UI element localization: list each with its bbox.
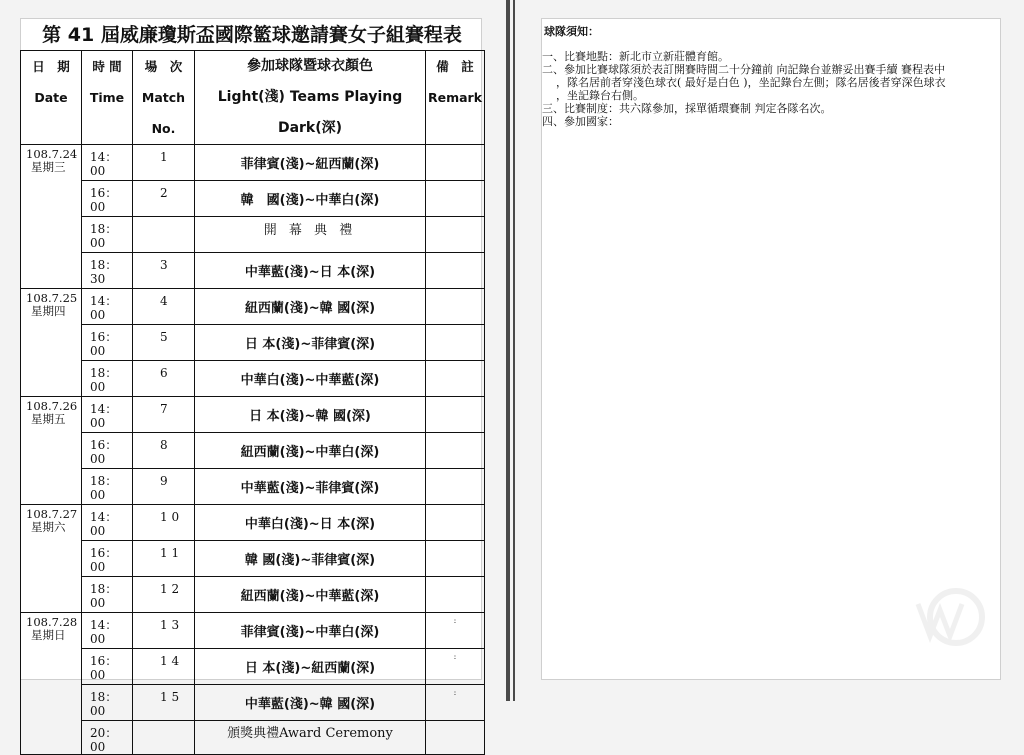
- schedule-title: 第 41 屆威廉瓊斯盃國際籃球邀請賽女子組賽程表: [42, 24, 462, 46]
- match-no-cell: [133, 721, 195, 755]
- table-row: [21, 217, 485, 253]
- date-value: 108.7.24: [26, 147, 78, 161]
- remark-cell: [426, 181, 485, 217]
- date-value: 108.7.27: [26, 507, 78, 521]
- remark-cell: [426, 505, 485, 541]
- time-cell: 18：00: [82, 685, 133, 721]
- match-no-cell: 1 3: [133, 613, 195, 649]
- teams-cell: 頒獎典禮Award Ceremony: [195, 721, 426, 755]
- date-cell: [21, 397, 82, 505]
- remark-cell: :: [426, 685, 485, 721]
- table-header-row: [21, 51, 485, 145]
- teams-cell: 紐西蘭(淺)~韓 國(深): [195, 289, 426, 325]
- time-cell: 20：00: [82, 721, 133, 755]
- time-cell: 14：00: [82, 613, 133, 649]
- remark-cell: [426, 361, 485, 397]
- note-line: 四、參加國家：: [542, 115, 619, 128]
- teams-cell: 韓 國(淺)~中華白(深): [195, 181, 426, 217]
- date-cell: [21, 145, 82, 289]
- teams-cell: 中華藍(淺)~日 本(深): [195, 253, 426, 289]
- teams-cell: 中華白(淺)~中華藍(深): [195, 361, 426, 397]
- remark-cell: [426, 145, 485, 181]
- weekday-value: 星期六: [31, 520, 66, 534]
- date-cell: [21, 613, 82, 755]
- header-match-no: 場 次 Match No.: [133, 51, 195, 145]
- schedule-page: [20, 18, 483, 754]
- match-no-cell: 2: [133, 181, 195, 217]
- teams-cell: 中華藍(淺)~韓 國(深): [195, 685, 426, 721]
- table-row: [21, 289, 485, 325]
- match-no-cell: 8: [133, 433, 195, 469]
- header-time: 時 間 Time: [82, 51, 133, 145]
- remark-cell: :: [426, 649, 485, 685]
- table-row: [21, 181, 485, 217]
- remark-cell: [426, 289, 485, 325]
- remark-cell: [426, 541, 485, 577]
- table-row: [21, 433, 485, 469]
- time-cell: 16：00: [82, 541, 133, 577]
- time-cell: 18：00: [82, 361, 133, 397]
- teams-cell: 菲律賓(淺)~中華白(深): [195, 613, 426, 649]
- match-no-cell: 3: [133, 253, 195, 289]
- remark-cell: [426, 469, 485, 505]
- date-cell: [21, 289, 82, 397]
- table-row: [21, 721, 485, 755]
- match-no-cell: 5: [133, 325, 195, 361]
- time-cell: 18：00: [82, 469, 133, 505]
- match-no-cell: 1 5: [133, 685, 195, 721]
- teams-cell: 日 本(淺)~菲律賓(深): [195, 325, 426, 361]
- time-cell: 16：00: [82, 649, 133, 685]
- table-row: [21, 253, 485, 289]
- schedule-table: [20, 50, 485, 755]
- page-divider: [506, 0, 510, 701]
- teams-cell: 紐西蘭(淺)~中華藍(深): [195, 577, 426, 613]
- table-row: [21, 361, 485, 397]
- table-row: [21, 325, 485, 361]
- table-row: [21, 397, 485, 433]
- date-cell: [21, 505, 82, 613]
- note-line: 二、參加比賽球隊須於表訂開賽時間二十分鐘前 向記錄台並辦妥出賽手續 賽程表中: [542, 63, 945, 76]
- teams-cell: 韓 國(淺)~菲律賓(深): [195, 541, 426, 577]
- time-cell: 14：00: [82, 397, 133, 433]
- match-no-cell: 7: [133, 397, 195, 433]
- weekday-value: 星期日: [31, 628, 66, 642]
- teams-cell: 菲律賓(淺)~紐西蘭(深): [195, 145, 426, 181]
- table-row: [21, 613, 485, 649]
- notes-page: [541, 18, 1001, 680]
- weekday-value: 星期三: [31, 160, 66, 174]
- remark-cell: [426, 397, 485, 433]
- watermark-logo: [912, 584, 1000, 650]
- team-notes: [542, 25, 1002, 128]
- time-cell: 18：00: [82, 217, 133, 253]
- remark-cell: [426, 433, 485, 469]
- match-no-cell: 1 0: [133, 505, 195, 541]
- remark-cell: [426, 217, 485, 253]
- teams-cell: 開 幕 典 禮: [195, 217, 426, 253]
- remark-cell: [426, 577, 485, 613]
- header-teams: 參加球隊暨球衣顏色 Light(淺) Teams Playing Dark(深): [195, 51, 426, 145]
- match-no-cell: 1 2: [133, 577, 195, 613]
- note-line: 三、比賽制度：共六隊參加，採單循環賽制 判定各隊名次。: [542, 102, 832, 115]
- time-cell: 18：30: [82, 253, 133, 289]
- teams-cell: 日 本(淺)~紐西蘭(深): [195, 649, 426, 685]
- teams-cell: 中華白(淺)~日 本(深): [195, 505, 426, 541]
- notes-heading: 球隊須知：: [544, 25, 599, 38]
- remark-cell: :: [426, 613, 485, 649]
- header-date: 日 期 Date: [21, 51, 82, 145]
- table-row: [21, 505, 485, 541]
- match-no-cell: 1 1: [133, 541, 195, 577]
- date-value: 108.7.26: [26, 399, 78, 413]
- time-cell: 14：00: [82, 289, 133, 325]
- remark-cell: [426, 721, 485, 755]
- teams-cell: 紐西蘭(淺)~中華白(深): [195, 433, 426, 469]
- weekday-value: 星期四: [31, 304, 66, 318]
- match-no-cell: [133, 217, 195, 253]
- time-cell: 16：00: [82, 433, 133, 469]
- remark-cell: [426, 253, 485, 289]
- table-row: [21, 469, 485, 505]
- remark-cell: [426, 325, 485, 361]
- match-no-cell: 9: [133, 469, 195, 505]
- table-row: [21, 685, 485, 721]
- time-cell: 16：00: [82, 325, 133, 361]
- time-cell: 14：00: [82, 505, 133, 541]
- table-row: [21, 145, 485, 181]
- teams-cell: 中華藍(淺)~菲律賓(深): [195, 469, 426, 505]
- weekday-value: 星期五: [31, 412, 66, 426]
- table-row: [21, 649, 485, 685]
- date-value: 108.7.25: [26, 291, 78, 305]
- time-cell: 16：00: [82, 181, 133, 217]
- page-divider-secondary: [513, 0, 515, 701]
- time-cell: 14：00: [82, 145, 133, 181]
- match-no-cell: 1: [133, 145, 195, 181]
- note-line: ，坐記錄台右側。: [556, 89, 644, 102]
- teams-cell: 日 本(淺)~韓 國(深): [195, 397, 426, 433]
- match-no-cell: 6: [133, 361, 195, 397]
- match-no-cell: 1 4: [133, 649, 195, 685]
- date-value: 108.7.28: [26, 615, 78, 629]
- header-remark: 備 註 Remark: [426, 51, 485, 145]
- note-line: 一、比賽地點：新北市立新莊體育館。: [542, 50, 729, 63]
- table-row: [21, 541, 485, 577]
- table-row: [21, 577, 485, 613]
- note-line: ，隊名居前者穿淺色球衣( 最好是白色 )，坐記錄台左側；隊名居後者穿深色球衣: [556, 76, 946, 89]
- match-no-cell: 4: [133, 289, 195, 325]
- time-cell: 18：00: [82, 577, 133, 613]
